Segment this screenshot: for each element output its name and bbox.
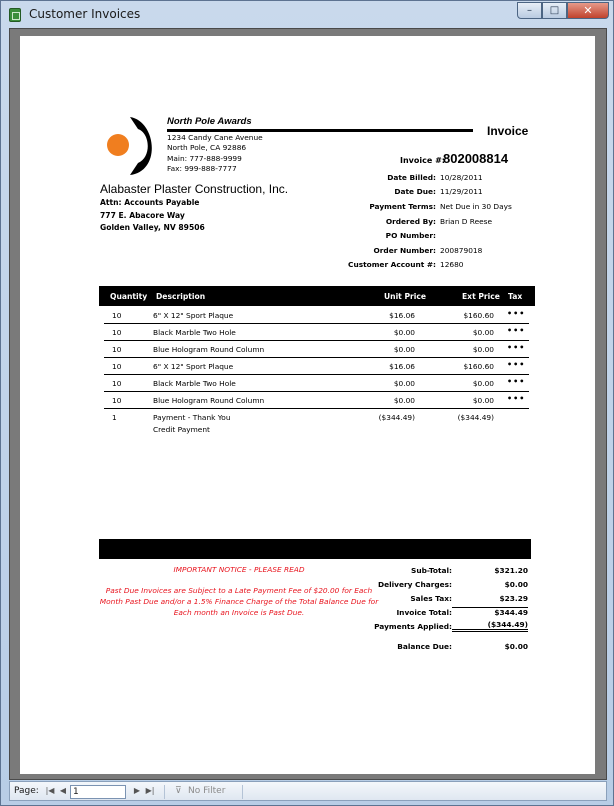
col-tax: Tax [508, 292, 523, 301]
status-divider [242, 785, 243, 799]
item-unit-price: $16.06 [389, 311, 415, 320]
item-unit-price: $0.00 [393, 396, 415, 405]
detail-row [338, 214, 560, 229]
detail-row [338, 199, 560, 214]
vendor-address [167, 133, 263, 174]
item-ext-price: $160.60 [463, 362, 494, 371]
detail-row [338, 243, 560, 258]
col-quantity: Quantity [110, 292, 148, 301]
filter-icon: ⊽ [175, 786, 182, 796]
bill-to-line: Golden Valley, NV 89506 [100, 223, 205, 233]
invoice-page [20, 36, 595, 774]
line-item-row [104, 409, 529, 437]
footer-bar [99, 539, 531, 559]
bill-to-line: Attn: Accounts Payable [100, 198, 200, 207]
item-desc: Blue Hologram Round Column [153, 396, 265, 405]
notice-title: IMPORTANT NOTICE - PLEASE READ [173, 565, 305, 574]
detail-row [338, 170, 560, 185]
prev-page-icon[interactable]: ◀ [59, 786, 67, 795]
detail-value: Brian D Reese [440, 216, 493, 226]
payments-label: Payments Applied: [374, 621, 452, 631]
invoice-total-row [364, 605, 528, 619]
invoice-details [338, 170, 560, 272]
detail-label: Ordered By: [385, 216, 436, 226]
detail-label: Order Number: [373, 245, 436, 255]
detail-label: Payment Terms: [369, 201, 436, 211]
bill-to-line: 777 E. Abacore Way [100, 210, 185, 220]
detail-label: Customer Account #: [348, 260, 436, 270]
detail-label: Date Billed: [387, 172, 436, 182]
item-ext-price: $0.00 [472, 328, 494, 337]
page-number-input[interactable]: 1 [70, 785, 126, 799]
item-desc: Black Marble Two Hole [153, 379, 236, 388]
minimize-button[interactable]: – [517, 2, 542, 19]
status-divider [164, 785, 165, 799]
item-desc: 6" X 12" Sport Plaque [153, 311, 234, 320]
maximize-button[interactable]: □ [542, 2, 567, 19]
balance-label: Balance Due: [397, 641, 452, 651]
sales-tax-row [364, 591, 528, 605]
col-unit-price: Unit Price [384, 292, 427, 301]
delivery-row [364, 577, 528, 591]
detail-value: 11/29/2011 [440, 187, 483, 197]
delivery-value: $0.00 [504, 579, 528, 589]
subtotal-row [364, 563, 528, 577]
line-item-row [104, 324, 529, 341]
item-unit-price: $0.00 [393, 328, 415, 337]
item-qty: 1 [112, 413, 117, 422]
window-controls [517, 2, 609, 19]
close-button[interactable]: ✕ [567, 2, 609, 19]
item-qty: 10 [112, 396, 122, 405]
item-unit-price: $16.06 [389, 362, 415, 371]
report-preview-area[interactable] [9, 28, 607, 780]
item-qty: 10 [112, 311, 122, 320]
detail-label: PO Number: [385, 231, 436, 241]
delivery-label: Delivery Charges: [377, 579, 452, 589]
detail-label: Date Due: [394, 187, 436, 197]
line-item-row [104, 392, 529, 409]
item-qty: 10 [112, 328, 122, 337]
item-qty: 10 [112, 345, 122, 354]
sales-tax-value: $23.29 [499, 593, 528, 603]
detail-value: 10/28/2011 [440, 172, 483, 182]
notice-body: Past Due Invoices are Subject to a Late Payment Fee of $20.00 for Each Month Past Due and/or a 1.5% Finance Charge of the Total Balance Due for Each month an Invoice is Past Due. [99, 586, 379, 617]
item-unit-price: $0.00 [393, 379, 415, 388]
invoice-number-label: Invoice #: [400, 156, 445, 165]
item-ext-price: $160.60 [463, 311, 494, 320]
line-item-row [104, 341, 529, 358]
col-description: Description [156, 292, 206, 301]
item-tax-flag: ••• [507, 309, 526, 318]
col-ext-price: Ext Price [462, 292, 500, 301]
sales-tax-label: Sales Tax: [410, 593, 452, 603]
item-tax-flag: ••• [507, 343, 526, 352]
item-qty: 10 [112, 362, 122, 371]
logo-arc-icon [126, 115, 166, 177]
vendor-name: North Pole Awards [167, 116, 252, 127]
filter-status[interactable]: No Filter [188, 786, 226, 796]
first-page-icon[interactable]: |◀ [45, 786, 55, 795]
item-desc: Blue Hologram Round Column [153, 345, 265, 354]
item-desc: Black Marble Two Hole [153, 328, 236, 337]
balance-row [364, 639, 528, 653]
window-title: Customer Invoices [29, 7, 141, 21]
balance-value: $0.00 [504, 641, 528, 651]
line-item-row [104, 307, 529, 324]
header-rule [167, 129, 473, 132]
invoice-number: 802008814 [443, 151, 509, 166]
totals-block [364, 563, 528, 653]
line-items-header [99, 286, 535, 306]
item-tax-flag: ••• [507, 377, 526, 386]
item-tax-flag: ••• [507, 360, 526, 369]
detail-row [338, 228, 560, 243]
vendor-address-line: Fax: 999-888-7777 [167, 163, 237, 173]
bill-to-name: Alabaster Plaster Construction, Inc. [100, 182, 289, 196]
detail-value: 200879018 [440, 245, 483, 255]
subtotal-label: Sub-Total: [411, 565, 452, 575]
vendor-address-line: North Pole, CA 92886 [167, 143, 247, 153]
item-ext-price: $0.00 [472, 345, 494, 354]
item-ext-price: $0.00 [472, 379, 494, 388]
invoice-total-label: Invoice Total: [396, 607, 452, 617]
detail-value: Net Due in 30 Days [440, 201, 512, 211]
item-unit-price: ($344.49) [378, 413, 415, 422]
item-tax-flag: ••• [507, 326, 526, 335]
invoice-total-value: $344.49 [452, 607, 528, 617]
item-desc: Payment - Thank You [153, 413, 231, 422]
subtotal-value: $321.20 [494, 565, 528, 575]
title-bar[interactable] [1, 1, 613, 29]
detail-row [338, 258, 560, 273]
line-item-row [104, 375, 529, 392]
item-qty: 10 [112, 379, 122, 388]
line-item-row [104, 358, 529, 375]
payments-value: ($344.49) [452, 620, 528, 632]
vendor-address-line: 1234 Candy Cane Avenue [167, 133, 263, 142]
invoice-title: Invoice [487, 124, 529, 138]
item-unit-price: $0.00 [393, 345, 415, 354]
payments-row [364, 619, 528, 633]
item-desc-secondary: Credit Payment [153, 425, 210, 434]
item-desc: 6" X 12" Sport Plaque [153, 362, 234, 371]
detail-value: 12680 [440, 260, 464, 270]
bill-to-address [100, 197, 205, 235]
last-page-icon[interactable]: ▶| [145, 786, 155, 795]
item-ext-price: ($344.49) [457, 413, 494, 422]
item-tax-flag: ••• [507, 394, 526, 403]
report-icon [9, 8, 21, 22]
page-label: Page: [14, 786, 39, 796]
record-navigation-bar [9, 781, 607, 801]
next-page-icon[interactable]: ▶ [133, 786, 141, 795]
item-ext-price: $0.00 [472, 396, 494, 405]
detail-row [338, 185, 560, 200]
vendor-address-line: Main: 777-888-9999 [167, 153, 242, 163]
